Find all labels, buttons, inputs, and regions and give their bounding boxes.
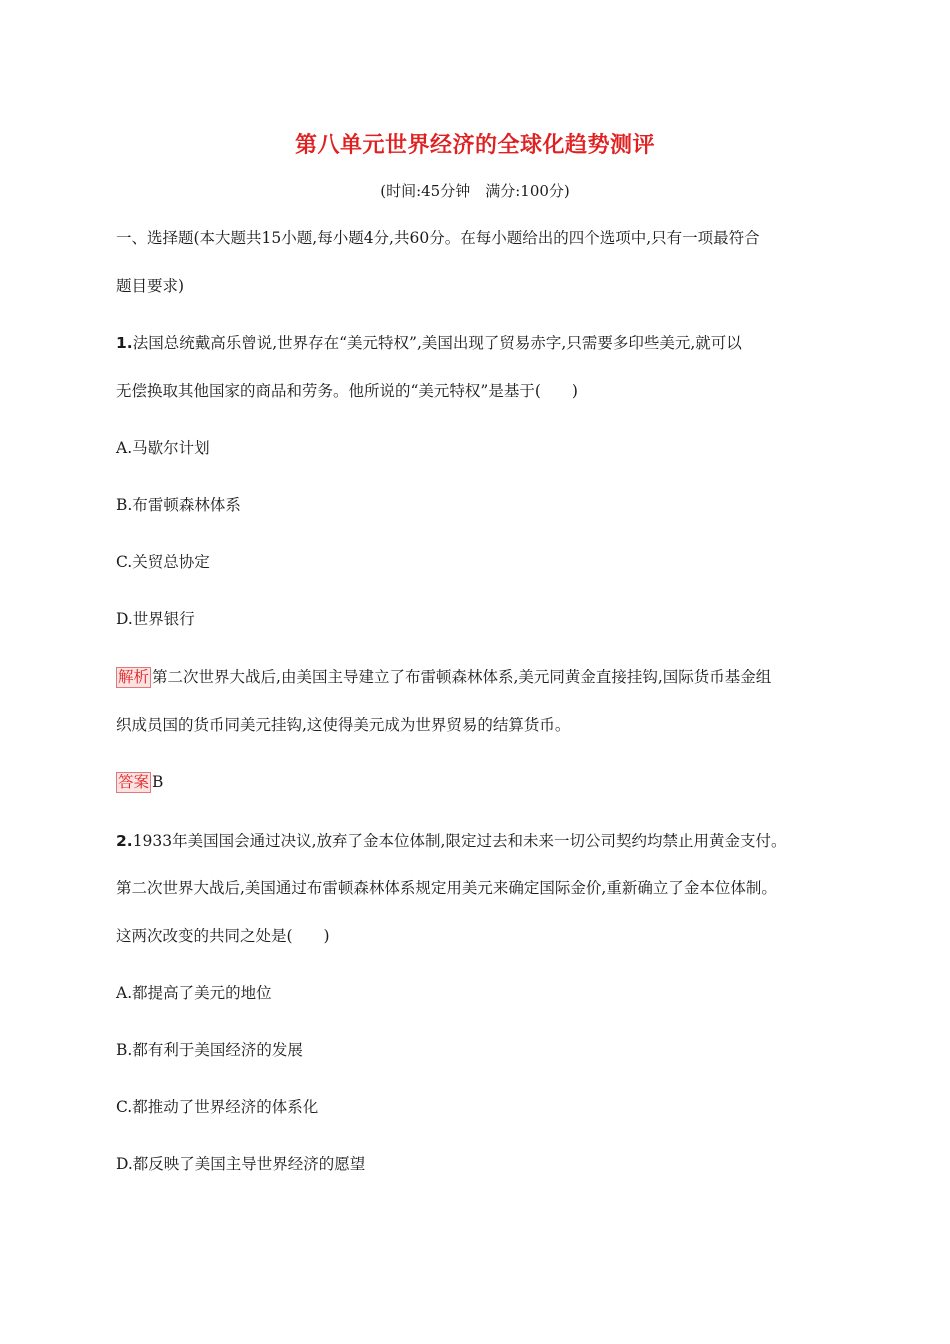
question-1-number: 1.	[116, 334, 133, 352]
exam-info: (时间:45分钟 满分:100分)	[380, 182, 570, 200]
question-1-option-b: B.布雷顿森林体系	[116, 496, 241, 514]
question-2-option-d: D.都反映了美国主导世界经济的愿望	[116, 1155, 366, 1173]
answer-label: 答案	[118, 773, 150, 791]
question-1-line1	[116, 332, 836, 354]
question-1-option-d: D.世界银行	[116, 610, 195, 628]
question-1-answer	[116, 771, 836, 793]
section-instructions-line1: 一、选择题(本大题共15小题,每小题4分,共60分。在每小题给出的四个选项中,只有一项最符合	[116, 229, 760, 247]
question-2-option-c: C.都推动了世界经济的体系化	[116, 1098, 319, 1116]
question-1-analysis-line1	[116, 666, 836, 688]
question-1-option-c: C.关贸总协定	[116, 553, 210, 571]
question-2-option-a: A.都提高了美元的地位	[116, 984, 272, 1002]
question-2-option-b: B.都有利于美国经济的发展	[116, 1041, 303, 1059]
question-2-line3: 这两次改变的共同之处是( )	[116, 927, 330, 945]
question-1-option-a: A.马歇尔计划	[116, 439, 210, 457]
question-1-text: 法国总统戴高乐曾说,世界存在“美元特权”,美国出现了贸易赤字,只需要多印些美元,就可以	[132, 334, 742, 352]
question-1-line2: 无偿换取其他国家的商品和劳务。他所说的“美元特权”是基于( )	[116, 382, 578, 400]
analysis-label: 解析	[118, 668, 150, 686]
question-2-line2: 第二次世界大战后,美国通过布雷顿森林体系规定用美元来确定国际金价,重新确立了金本位体制。	[116, 879, 777, 897]
question-2-line1	[116, 830, 836, 852]
analysis-text: 第二次世界大战后,由美国主导建立了布雷顿森林体系,美元同黄金直接挂钩,国际货币基金组	[152, 668, 772, 686]
page-title: 第八单元世界经济的全球化趋势测评	[294, 133, 655, 158]
question-2-text: 1933年美国国会通过决议,放弃了金本位体制,限定过去和未来一切公司契约均禁止用黄金支付。	[132, 832, 787, 850]
question-1-analysis-line2: 织成员国的货币同美元挂钩,这使得美元成为世界贸易的结算货币。	[116, 716, 571, 734]
section-instructions-line2: 题目要求)	[116, 277, 185, 295]
answer-value: B	[152, 773, 164, 791]
question-2-number: 2.	[116, 832, 133, 850]
